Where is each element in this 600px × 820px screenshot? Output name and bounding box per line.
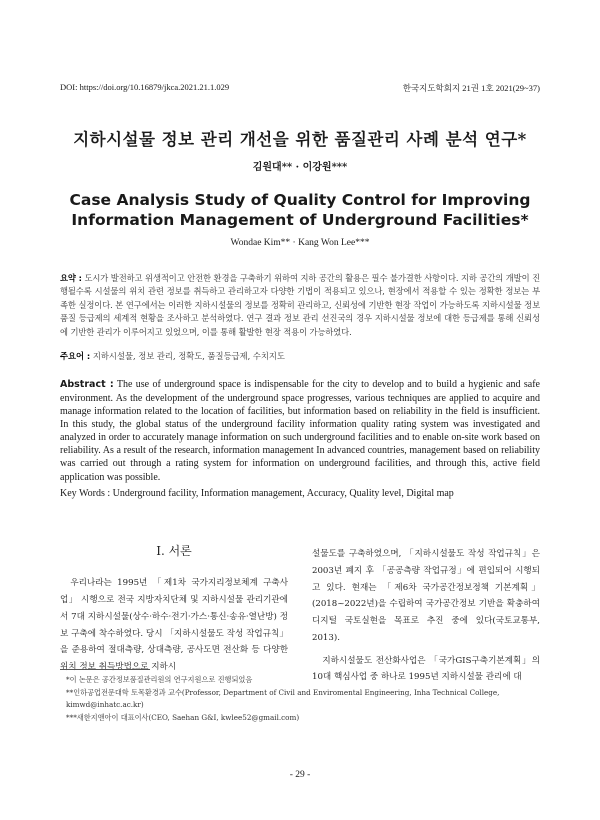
footnotes	[66, 674, 540, 724]
korean-title: 지하시설물 정보 관리 개선을 위한 품질관리 사례 분석 연구*	[73, 130, 527, 149]
english-abstract-text: The use of underground space is indispensable for the city to develop and to build a hygienic and safe environment. As the development of the underground space progresses, various techniques are applied to acquire and manage information related to the location of facilities, but information based on reliability in the field is insufficient. In this study, the global status of the underground facility information quality rating system was investigated and analyzed in order to accurately manage information on such underground facilities and to enable on-site work based on reliability. As a result of the research, information management In advanced countries, management based on reliability was carried out through a rating system for information on underground facilities, and through this, active field application was possible.	[60, 379, 540, 483]
page-number: - 29 -	[289, 770, 311, 780]
korean-abstract-label: 요약 :	[60, 273, 82, 283]
footnote-3: ***새한지앤아이 대표이사(CEO, Saehan G&I, kwlee52@gmail.com)	[66, 712, 300, 722]
right-paragraph-1: 설물도를 구축하였으며, 「지하시설물도 작성 작업규칙」은 2003년 폐지 후 「공공측량 작업규정」에 편입되어 시행되고 있다. 현재는 「제6차 국가공간정보정책 기본계획」(2018~2022년)을 수립하여 국가공간정보 기반을 확충하여 디지털 국토실현을 목표로 추진 중에 있다(국토교통부, 2013).	[312, 549, 540, 643]
body-left-column	[60, 540, 288, 676]
journal-citation: 한국지도학회지 21권 1호 2021(29~37)	[402, 83, 540, 93]
english-abstract	[60, 378, 540, 484]
korean-keywords-label: 주요어 :	[60, 351, 91, 361]
korean-abstract-text: 도시가 발전하고 위생적이고 안전한 환경을 구축하기 위하여 지하 공간의 활용은 필수 불가결한 사항이다. 지하 공간의 개발이 진행될수록 시설물의 위치 관련 정보를 취득하고 관리하고자 다양한 기법이 적용되고 있으나, 현장에서 적용할 수 있는 정확한 정보는 부족한 실정이다. 본 연구에서는 이러한 지하시설물의 정보를 정확히 관리하고, 신뢰성에 기반한 현장 작업이 가능하도록 지하시설물 정보 품질 등급제의 세계적 현황을 조사하고 분석하였다. 연구 결과 정보 관리 선진국의 경우 지하시설물 정보에 대한 등급제를 통해 신뢰성에 기반한 관리가 이루어지고 있었으며, 이를 통해 활발한 현장 적용이 가능하였다.	[60, 273, 540, 337]
korean-authors: 김원대** · 이강원***	[252, 162, 348, 173]
footnote-1: *이 논문은 공간정보품질관리원의 연구지원으로 진행되었음	[66, 675, 253, 684]
english-abstract-label: Abstract :	[60, 379, 114, 390]
english-keywords	[60, 488, 540, 499]
doi-text: DOI: https://doi.org/10.16879/jkca.2021.21.1.029	[60, 82, 230, 92]
english-keywords-label: Key Words :	[60, 488, 111, 499]
korean-keywords	[60, 350, 540, 362]
footnote-2: **인하공업전문대학 토목환경과 교수(Professor, Department of Civil and Enviromental Engineering, Inha Technical College, kimwd@inhatc.ac.kr)	[66, 687, 500, 710]
english-keywords-text: Underground facility, Information management, Accuracy, Quality level, Digital map	[110, 488, 454, 499]
english-title: Case Analysis Study of Quality Control for Improving Information Management of Underground Facilities*	[69, 191, 531, 230]
footnote-divider	[60, 669, 150, 670]
korean-abstract	[60, 272, 540, 339]
english-authors: Wondae Kim** · Kang Won Lee***	[230, 238, 370, 248]
korean-keywords-text: 지하시설물, 정보 관리, 정확도, 품질등급제, 수치지도	[90, 351, 285, 361]
body-right-column	[312, 546, 540, 686]
right-paragraph-2: 지하시설물도 전산화사업은 「국가GIS구축기본계획」의 10대 핵심사업 중 하나로 1995년 지하시설물 관리에 대	[312, 655, 540, 683]
page-header	[60, 82, 540, 94]
left-paragraph: 우리나라는 1995년 「제1차 국가지리정보체계 구축사업」 시행으로 전국 지방자치단체 및 지하시설물 관리기관에서 7대 지하시설물(상수·하수·전기·가스·통신·송유·열난방) 정보 구축에 착수하였다. 당시 「지하시설물도 작성 작업규칙」을 준용하여 절대측량, 상대측량, 공사도면 전산화 등 다양한 위치 정보 취득방법으로 지하시	[60, 578, 288, 673]
section-title: I. 서론	[156, 544, 192, 558]
